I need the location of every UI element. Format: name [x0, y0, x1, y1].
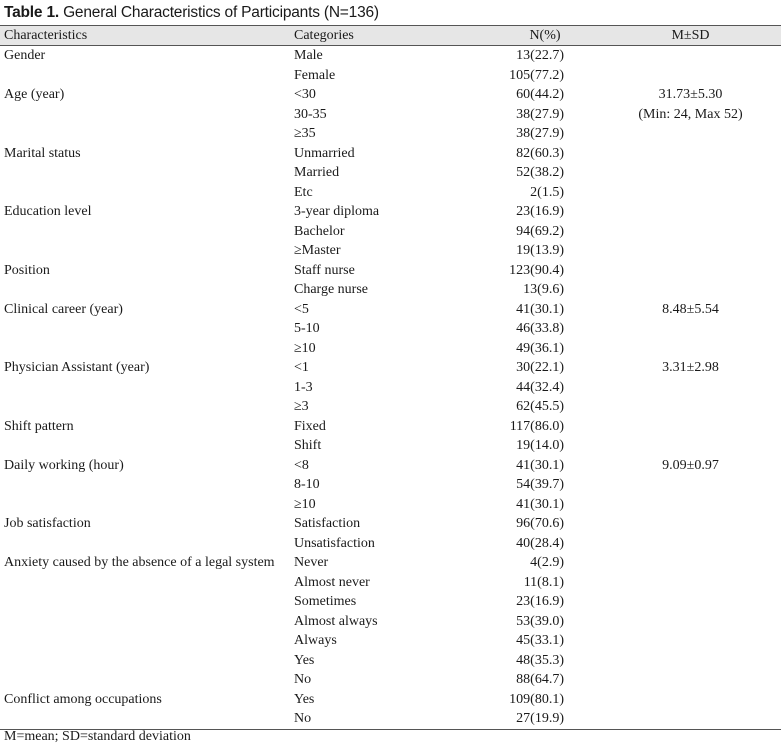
table-row: [0, 573, 781, 593]
mean-sd-cell: [600, 46, 781, 66]
n-percent-cell: 96(70.6): [516, 516, 564, 531]
mean-sd-cell: [600, 183, 781, 203]
mean-sd-cell: [600, 417, 781, 437]
n-percent-cell: 88(64.7): [516, 672, 564, 687]
characteristic-cell: Physician Assistant (year): [4, 360, 150, 375]
category-cell: Almost never: [294, 574, 370, 590]
table-row: [0, 475, 781, 495]
category-cell: ≥35: [294, 126, 316, 141]
n-percent-cell: 19(13.9): [516, 243, 564, 258]
table-row: [0, 241, 781, 261]
mean-sd-cell: [600, 124, 781, 144]
n-percent-cell: 44(32.4): [516, 379, 564, 395]
n-percent-cell: 60(44.2): [516, 87, 564, 102]
characteristic-cell: Education level: [4, 204, 92, 219]
n-percent-cell: 40(28.4): [516, 535, 564, 551]
characteristic-cell: [0, 651, 290, 671]
mean-sd-cell: [600, 514, 781, 534]
mean-sd-cell: [600, 261, 781, 281]
n-percent-cell: 82(60.3): [516, 145, 564, 161]
n-percent-cell: 23(16.9): [516, 204, 564, 219]
n-percent-cell: 46(33.8): [516, 321, 564, 336]
characteristic-cell: [0, 163, 290, 183]
table-row: [0, 163, 781, 183]
n-percent-cell: 117(86.0): [509, 418, 564, 434]
characteristic-cell: [0, 631, 290, 651]
n-percent-cell: 105(77.2): [509, 67, 564, 83]
table-row: [0, 495, 781, 515]
characteristic-cell: [0, 397, 290, 417]
mean-sd-cell: [600, 670, 781, 690]
table-row: [0, 222, 781, 242]
mean-sd-cell: [600, 495, 781, 515]
header-n-percent: N(%): [490, 26, 600, 46]
table-row: [0, 378, 781, 398]
characteristic-cell: [0, 183, 290, 203]
header-categories: Categories: [290, 26, 490, 46]
characteristic-cell: Clinical career (year): [4, 301, 123, 317]
table-body: [0, 46, 781, 730]
category-cell: Staff nurse: [294, 262, 355, 278]
table-row: [0, 709, 781, 729]
table-row: [0, 514, 781, 534]
n-percent-cell: 53(39.0): [516, 613, 564, 629]
characteristic-cell: Anxiety caused by the absence of a legal system: [4, 555, 275, 570]
footnote: M=mean; SD=standard deviation: [4, 729, 191, 744]
table-row: [0, 144, 781, 164]
characteristic-cell: [0, 475, 290, 495]
mean-sd-cell: [600, 651, 781, 671]
mean-sd-cell: [600, 66, 781, 86]
table-row: [0, 85, 781, 105]
n-percent-cell: 11(8.1): [523, 574, 564, 590]
table-row: [0, 436, 781, 456]
n-percent-cell: 38(27.9): [516, 126, 564, 141]
characteristic-cell: Conflict among occupations: [4, 691, 162, 707]
characteristic-cell: [0, 319, 290, 339]
table-row: [0, 690, 781, 710]
characteristic-cell: Position: [4, 262, 50, 278]
characteristic-cell: [0, 670, 290, 690]
category-cell: Yes: [294, 652, 315, 668]
mean-sd-cell: [600, 709, 781, 729]
mean-sd-cell: [600, 690, 781, 710]
category-cell: 5-10: [294, 321, 320, 336]
table-row: [0, 456, 781, 476]
table-row: [0, 66, 781, 86]
table-row: [0, 553, 781, 573]
table-row: [0, 105, 781, 125]
characteristic-cell: [0, 222, 290, 242]
n-percent-cell: 94(69.2): [516, 223, 564, 239]
characteristic-cell: [0, 592, 290, 612]
table-row: [0, 261, 781, 281]
category-cell: Etc: [294, 184, 313, 200]
table-row: [0, 183, 781, 203]
table-caption: General Characteristics of Participants (N=136): [63, 4, 379, 21]
characteristic-cell: [0, 612, 290, 632]
mean-sd-cell: 3.31±2.98: [662, 360, 719, 375]
category-cell: Never: [294, 555, 329, 570]
category-cell: Sometimes: [294, 594, 357, 609]
n-percent-cell: 19(14.0): [516, 438, 564, 453]
characteristic-cell: Job satisfaction: [4, 516, 91, 531]
category-cell: Yes: [294, 691, 315, 707]
mean-sd-cell: [600, 202, 781, 222]
category-cell: <5: [294, 301, 309, 317]
table-row: [0, 300, 781, 320]
characteristic-cell: [0, 66, 290, 86]
n-percent-cell: 49(36.1): [516, 340, 564, 356]
characteristics-table: [0, 25, 781, 730]
category-cell: <30: [294, 87, 316, 102]
mean-sd-cell: [600, 397, 781, 417]
mean-sd-cell: [600, 573, 781, 593]
mean-sd-cell: (Min: 24, Max 52): [638, 106, 743, 122]
table-row: [0, 651, 781, 671]
category-cell: Shift: [294, 438, 322, 453]
table-row: [0, 319, 781, 339]
mean-sd-cell: [600, 241, 781, 261]
n-percent-cell: 27(19.9): [490, 709, 600, 729]
n-percent-cell: 123(90.4): [509, 262, 564, 278]
category-cell: Bachelor: [294, 223, 345, 239]
mean-sd-cell: [600, 612, 781, 632]
category-cell: 1-3: [294, 379, 313, 395]
mean-sd-cell: [600, 553, 781, 573]
category-cell: Satisfaction: [294, 516, 361, 531]
category-cell: ≥10: [294, 496, 316, 512]
table-row: [0, 339, 781, 359]
category-cell: <8: [294, 457, 309, 473]
n-percent-cell: 109(80.1): [509, 691, 564, 707]
mean-sd-cell: [600, 144, 781, 164]
category-cell: No: [290, 709, 490, 729]
characteristic-cell: [0, 339, 290, 359]
table-row: [0, 631, 781, 651]
category-cell: ≥Master: [294, 243, 341, 258]
table-row: [0, 46, 781, 66]
characteristic-cell: [0, 280, 290, 300]
n-percent-cell: 62(45.5): [516, 399, 564, 414]
n-percent-cell: 41(30.1): [516, 457, 564, 473]
category-cell: Charge nurse: [294, 282, 368, 297]
n-percent-cell: 13(9.6): [523, 282, 564, 297]
characteristic-cell: [0, 573, 290, 593]
mean-sd-cell: [600, 436, 781, 456]
header-row: [0, 26, 781, 46]
category-cell: ≥10: [294, 340, 316, 356]
n-percent-cell: 52(38.2): [516, 165, 564, 180]
mean-sd-cell: [600, 378, 781, 398]
characteristic-cell: [0, 709, 290, 729]
mean-sd-cell: 9.09±0.97: [662, 457, 719, 473]
characteristic-cell: [0, 241, 290, 261]
table-row: [0, 280, 781, 300]
characteristic-cell: Shift pattern: [4, 418, 74, 434]
category-cell: Female: [294, 67, 336, 83]
characteristic-cell: [0, 105, 290, 125]
n-percent-cell: 48(35.3): [516, 652, 564, 668]
mean-sd-cell: [600, 319, 781, 339]
category-cell: Unsatisfaction: [294, 535, 375, 551]
n-percent-cell: 2(1.5): [530, 184, 564, 200]
characteristic-cell: [0, 534, 290, 554]
table-row: [0, 534, 781, 554]
n-percent-cell: 41(30.1): [516, 301, 564, 317]
mean-sd-cell: [600, 163, 781, 183]
category-cell: Male: [294, 48, 323, 63]
mean-sd-cell: [600, 475, 781, 495]
mean-sd-cell: [600, 534, 781, 554]
mean-sd-cell: [600, 280, 781, 300]
table-row: [0, 358, 781, 378]
mean-sd-cell: 31.73±5.30: [658, 87, 723, 102]
table-row: [0, 124, 781, 144]
category-cell: Unmarried: [294, 145, 355, 161]
category-cell: Always: [294, 633, 337, 648]
header-characteristics: Characteristics: [0, 26, 290, 46]
characteristic-cell: Marital status: [4, 145, 81, 161]
category-cell: Fixed: [294, 418, 326, 434]
header-mean-sd: M±SD: [600, 26, 781, 46]
n-percent-cell: 4(2.9): [530, 555, 564, 570]
n-percent-cell: 41(30.1): [516, 496, 564, 512]
characteristic-cell: Daily working (hour): [4, 457, 124, 473]
n-percent-cell: 45(33.1): [516, 633, 564, 648]
n-percent-cell: 23(16.9): [516, 594, 564, 609]
category-cell: <1: [294, 360, 309, 375]
n-percent-cell: 54(39.7): [516, 477, 564, 492]
category-cell: Married: [294, 165, 340, 180]
table-row: [0, 202, 781, 222]
characteristic-cell: [0, 378, 290, 398]
mean-sd-cell: [600, 339, 781, 359]
mean-sd-cell: [600, 222, 781, 242]
category-cell: 8-10: [294, 477, 320, 492]
table-label: Table 1.: [4, 4, 59, 21]
mean-sd-cell: [600, 631, 781, 651]
table-row: [0, 592, 781, 612]
characteristic-cell: Age (year): [4, 87, 65, 102]
category-cell: ≥3: [294, 399, 309, 414]
n-percent-cell: 13(22.7): [516, 48, 564, 63]
category-cell: No: [294, 672, 312, 687]
table-row: [0, 670, 781, 690]
n-percent-cell: 38(27.9): [516, 106, 564, 122]
category-cell: 30-35: [294, 106, 327, 122]
table-row: [0, 612, 781, 632]
characteristic-cell: [0, 436, 290, 456]
table-row: [0, 417, 781, 437]
n-percent-cell: 30(22.1): [516, 360, 564, 375]
mean-sd-cell: 8.48±5.54: [662, 301, 719, 317]
characteristic-cell: [0, 495, 290, 515]
table-row: [0, 397, 781, 417]
category-cell: Almost always: [294, 613, 378, 629]
category-cell: 3-year diploma: [294, 204, 380, 219]
table-title: [4, 3, 379, 23]
characteristic-cell: Gender: [4, 48, 46, 63]
mean-sd-cell: [600, 592, 781, 612]
characteristic-cell: [0, 124, 290, 144]
